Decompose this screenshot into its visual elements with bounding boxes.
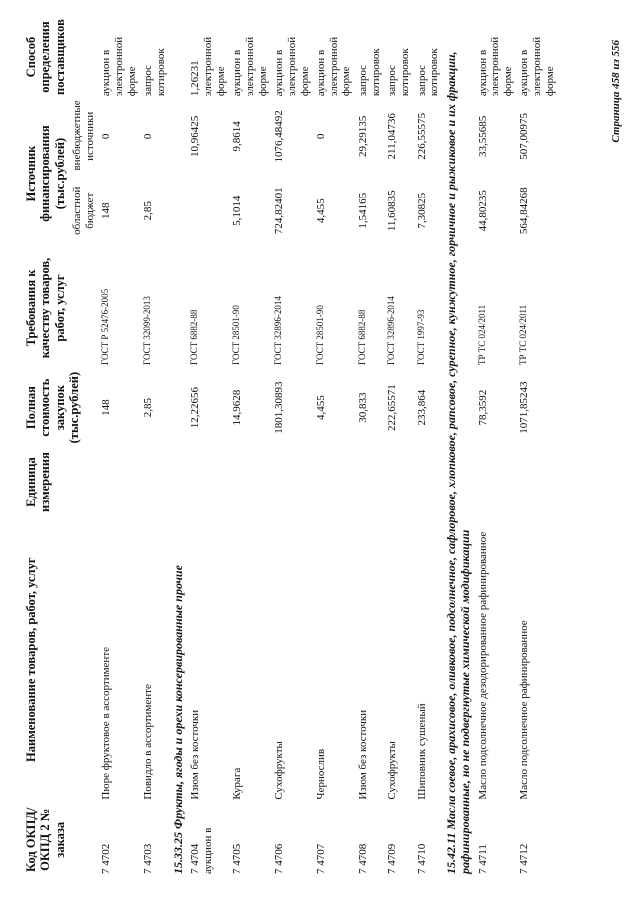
item-number: 7 — [273, 868, 286, 874]
item-cost: 1801,30893 — [273, 381, 286, 434]
item-extrabudget: 9,8614 — [231, 121, 244, 152]
item-name: Шиповник сушеный — [415, 703, 428, 800]
item-unit — [140, 447, 169, 517]
item-method: аукцион в электронной форме — [231, 36, 269, 97]
item-requirements: ГОСТ 32896-2014 — [386, 296, 397, 365]
item-method: запрос котировок — [415, 48, 441, 97]
item-name: Сухофрукты — [386, 741, 399, 800]
item-unit — [98, 447, 140, 517]
table-row — [475, 15, 517, 877]
item-extrabudget: 0 — [142, 133, 155, 140]
item-requirements: ТР ТС 024/2011 — [476, 304, 487, 365]
item-cost: 148 — [100, 399, 113, 416]
header-row — [22, 15, 69, 877]
item-requirements: ГОСТ 6882-88 — [189, 309, 200, 365]
item-regional-budget: 7,30825 — [415, 192, 428, 229]
item-regional-budget: 2,85 — [142, 201, 155, 221]
item-regional-budget: 1,54165 — [357, 192, 370, 229]
item-name: Масло подсолнечное дезодорированное рафинированное — [476, 531, 489, 800]
item-requirements: ГОСТ 6882-88 — [357, 309, 368, 365]
item-code: 4710 — [415, 843, 428, 866]
item-code: 4703 — [142, 843, 155, 866]
item-code-cell — [229, 803, 271, 877]
header-regional-budget: областной бюджет — [71, 186, 96, 235]
item-regional-budget: 724,82401 — [273, 187, 286, 235]
item-cost: 1071,85243 — [518, 381, 531, 434]
item-requirements: ГОСТ Р 52476-2005 — [100, 288, 111, 365]
section-row — [170, 15, 188, 877]
item-cost: 14,9628 — [231, 389, 244, 426]
item-number: 7 — [357, 868, 370, 874]
table-row — [140, 15, 169, 877]
item-code-cell — [384, 803, 413, 877]
item-extrabudget: 211,04736 — [386, 113, 399, 160]
item-number: 7 — [386, 868, 399, 874]
item-requirements: ГОСТ 28501-90 — [315, 305, 326, 365]
item-extrabudget: 0 — [100, 133, 113, 140]
item-code: 4711 — [476, 844, 489, 866]
item-code: 4709 — [386, 843, 399, 866]
item-number: 7 — [142, 868, 155, 874]
item-unit — [516, 447, 558, 517]
item-method: аукцион в электронной форме — [100, 36, 138, 97]
item-regional-budget: 11,60835 — [386, 190, 399, 232]
item-cost: 2,85 — [142, 398, 155, 418]
section-row — [443, 15, 475, 877]
table-body — [98, 15, 558, 877]
item-method: 1,26231 электронной форме — [189, 36, 227, 97]
item-regional-budget: 5,1014 — [231, 195, 244, 226]
item-extrabudget: 10,96425 — [189, 115, 202, 157]
item-extrabudget: 507,00975 — [518, 112, 531, 160]
item-code: 4702 — [100, 843, 113, 866]
header-funding: Источник финансирования (тыс.рублей) — [24, 125, 67, 222]
item-method: аукцион в электронной форме — [315, 36, 353, 97]
table-row — [98, 15, 140, 877]
item-cost: 30,833 — [357, 392, 370, 423]
item-code-cell — [187, 803, 229, 877]
item-unit — [355, 447, 384, 517]
item-method: аукцион в электронной форме — [476, 36, 514, 97]
item-extrabudget: 226,55575 — [415, 112, 428, 160]
item-method: запрос котировок — [386, 48, 412, 97]
item-requirements: ГОСТ 32099-2013 — [142, 296, 153, 365]
item-number: 7 — [415, 868, 428, 874]
item-code: 4705 — [231, 843, 244, 866]
item-name: Пюре фруктовое в ассортименте — [100, 646, 113, 800]
item-code-cell — [98, 803, 140, 877]
item-extrabudget: 29,29135 — [357, 115, 370, 157]
table-row — [187, 15, 229, 877]
item-name: Изюм без косточки — [189, 709, 202, 800]
item-number: 7 — [476, 868, 489, 874]
header-name: Наименование товаров, работ, услуг — [24, 557, 38, 762]
item-extrabudget: 1076,48492 — [273, 110, 286, 163]
item-number: 7 — [189, 868, 202, 874]
table-row — [516, 15, 558, 877]
item-extrabudget: 0 — [315, 133, 328, 140]
item-unit — [229, 447, 271, 517]
item-cost: 78,3592 — [476, 389, 489, 426]
item-regional-budget: 148 — [100, 202, 113, 219]
item-code-cell — [140, 803, 169, 877]
header-method: Способ определения поставщиков — [24, 19, 67, 95]
item-number: 7 — [100, 868, 113, 874]
item-code-cell — [355, 803, 384, 877]
item-name: Курага — [231, 767, 244, 800]
item-method: запрос котировок — [142, 48, 167, 97]
item-code-cell — [271, 803, 313, 877]
table-row — [271, 15, 313, 877]
item-method: запрос котировок — [357, 48, 382, 97]
item-code-cell — [313, 803, 355, 877]
item-code-cell — [516, 803, 558, 877]
item-unit — [313, 447, 355, 517]
item-code-cell — [414, 803, 443, 877]
table-row — [355, 15, 384, 877]
item-requirements: ГОСТ 28501-90 — [231, 305, 242, 365]
header-unit: Единица измерения — [24, 452, 53, 512]
item-unit — [187, 447, 229, 517]
item-name: Сухофрукты — [273, 741, 286, 800]
page-footer: Страница 458 из 556 — [610, 40, 622, 143]
item-unit — [414, 447, 443, 517]
item-number: 7 — [231, 868, 244, 874]
table-row — [414, 15, 443, 877]
item-cost: 222,65571 — [386, 384, 399, 431]
item-unit — [475, 447, 517, 517]
item-regional-budget: 564,84268 — [518, 187, 531, 235]
item-code: 4706 — [273, 843, 286, 866]
item-regional-budget — [187, 174, 229, 248]
item-unit — [384, 447, 413, 517]
item-method: аукцион в электронной форме — [273, 36, 311, 97]
item-regional-budget: 44,80235 — [476, 190, 489, 232]
header-requirements: Требования к качеству товаров, работ, услуг — [24, 257, 67, 359]
item-number: 7 — [518, 868, 531, 874]
item-method: аукцион в электронной форме — [518, 36, 556, 97]
item-name: Масло подсолнечное рафинированное — [518, 620, 531, 800]
table-row — [229, 15, 271, 877]
item-requirements: ТР ТС 024/2011 — [518, 304, 529, 365]
item-requirements: ГОСТ 32896-2014 — [273, 296, 284, 365]
section-title: 15.33.25 Фрукты, ягоды и орехи консервированные прочие — [170, 565, 185, 874]
item-cost: 233,864 — [415, 389, 428, 426]
item-name: Чернослив — [315, 748, 328, 800]
item-extrabudget: 33,55685 — [476, 115, 489, 157]
item-unit — [271, 447, 313, 517]
item-regional-budget: 4,455 — [315, 198, 328, 224]
item-name: Изюм без косточки — [357, 709, 370, 800]
item-code: 4707 — [315, 843, 328, 866]
item-code: 4704 — [189, 843, 202, 866]
header-code: Код ОКПД/ ОКПД 2 № заказа — [24, 807, 67, 872]
section-title: 15.42.11 Масла соевое, арахисовое, оливковое, подсолнечное, сафлоровое, хлопковое, рапсовое, сурепное, кунжутное, горчичное и рыжиковое и их фракции, рафинированные, но не подвергнутые химической модификации — [443, 51, 472, 874]
item-code: 4708 — [357, 843, 370, 866]
header-extrabudget: внебюджетные источники — [71, 100, 96, 171]
item-extra: аукцион в — [202, 827, 215, 874]
item-requirements: ГОСТ 1997-93 — [415, 309, 426, 365]
item-code-cell — [475, 803, 517, 877]
item-cost: 4,455 — [315, 395, 328, 420]
item-cost: 12,22656 — [189, 387, 202, 429]
item-code: 4712 — [518, 843, 531, 866]
item-number: 7 — [315, 868, 328, 874]
header-cost: Полная стоимость закупок (тыс.рублей) — [24, 371, 82, 444]
procurement-table — [22, 15, 558, 877]
table-row — [313, 15, 355, 877]
item-name: Повидло в ассортименте — [142, 684, 155, 800]
table-row — [384, 15, 413, 877]
